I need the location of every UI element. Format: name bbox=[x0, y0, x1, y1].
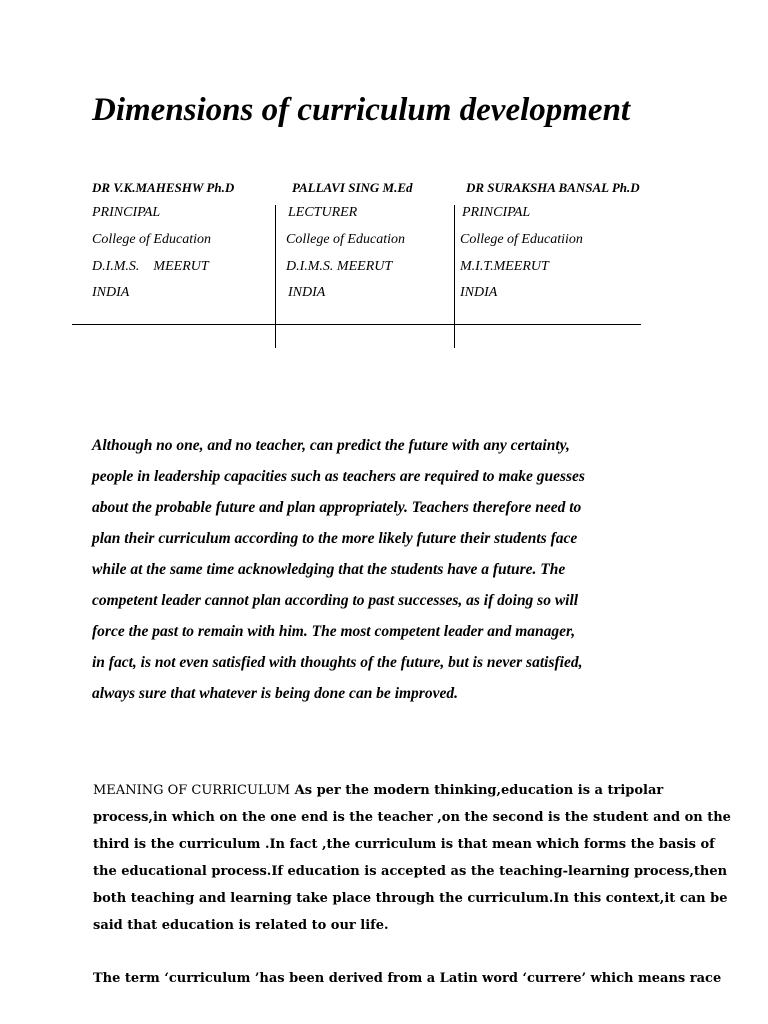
meaning-first-line-text: As per the modern thinking,education is a tripolar bbox=[290, 783, 664, 798]
abstract-line: people in leadership capacities such as teachers are required to make guesses bbox=[92, 468, 585, 485]
abstract-line: plan their curriculum according to the more likely future their students face bbox=[92, 530, 578, 547]
author-2-institute: D.I.M.S. MEERUT bbox=[286, 259, 393, 274]
meaning-line: said that education is related to our life. bbox=[93, 918, 389, 933]
abstract-line: always sure that whatever is being done can be improved. bbox=[92, 685, 458, 702]
document-title: Dimensions of curriculum development bbox=[92, 92, 631, 128]
author-3-college: College of Educatiion bbox=[460, 232, 583, 247]
meaning-line: the educational process.If education is accepted as the teaching-learning process,then bbox=[93, 864, 728, 879]
abstract-line: competent leader cannot plan according to past successes, as if doing so will bbox=[92, 592, 579, 609]
table-rule bbox=[72, 324, 641, 325]
abstract-line: in fact, is not even satisfied with thoughts of the future, but is never satisfied, bbox=[92, 654, 583, 671]
author-2-role: LECTURER bbox=[288, 205, 358, 220]
meaning-line: process,in which on the one end is the teacher ,on the second is the student and on the bbox=[93, 810, 731, 825]
abstract-line: about the probable future and plan appropriately. Teachers therefore need to bbox=[92, 499, 582, 516]
meaning-first-line bbox=[93, 783, 663, 798]
author-1-college: College of Education bbox=[92, 232, 211, 247]
author-1-name: DR V.K.MAHESHW Ph.D bbox=[92, 180, 235, 195]
author-3-institute: M.I.T.MEERUT bbox=[460, 259, 549, 274]
abstract-line: while at the same time acknowledging that the students have a future. The bbox=[92, 561, 566, 578]
abstract-line: Although no one, and no teacher, can predict the future with any certainty, bbox=[92, 437, 570, 454]
author-1-role: PRINCIPAL bbox=[92, 205, 161, 220]
author-3-role: PRINCIPAL bbox=[462, 205, 531, 220]
meaning-line: both teaching and learning take place through the curriculum.In this context,it can be bbox=[93, 891, 728, 906]
author-3-country: INDIA bbox=[460, 285, 498, 300]
term-paragraph-line: The term ‘curriculum ’has been derived from a Latin word ‘currere’ which means race bbox=[93, 971, 722, 986]
meaning-line: third is the curriculum .In fact ,the curriculum is that mean which forms the basis of bbox=[93, 837, 715, 852]
column-divider-1 bbox=[275, 205, 276, 348]
author-3-name: DR SURAKSHA BANSAL Ph.D bbox=[466, 180, 640, 195]
author-2-country: INDIA bbox=[288, 285, 326, 300]
author-1-institute: D.I.M.S. MEERUT bbox=[92, 259, 209, 274]
section-heading: MEANING OF CURRICULUM bbox=[93, 783, 291, 798]
abstract-line: force the past to remain with him. The most competent leader and manager, bbox=[92, 623, 576, 640]
author-2-college: College of Education bbox=[286, 232, 405, 247]
column-divider-2 bbox=[454, 205, 455, 348]
author-1-country: INDIA bbox=[92, 285, 130, 300]
author-2-name: PALLAVI SING M.Ed bbox=[292, 180, 413, 195]
